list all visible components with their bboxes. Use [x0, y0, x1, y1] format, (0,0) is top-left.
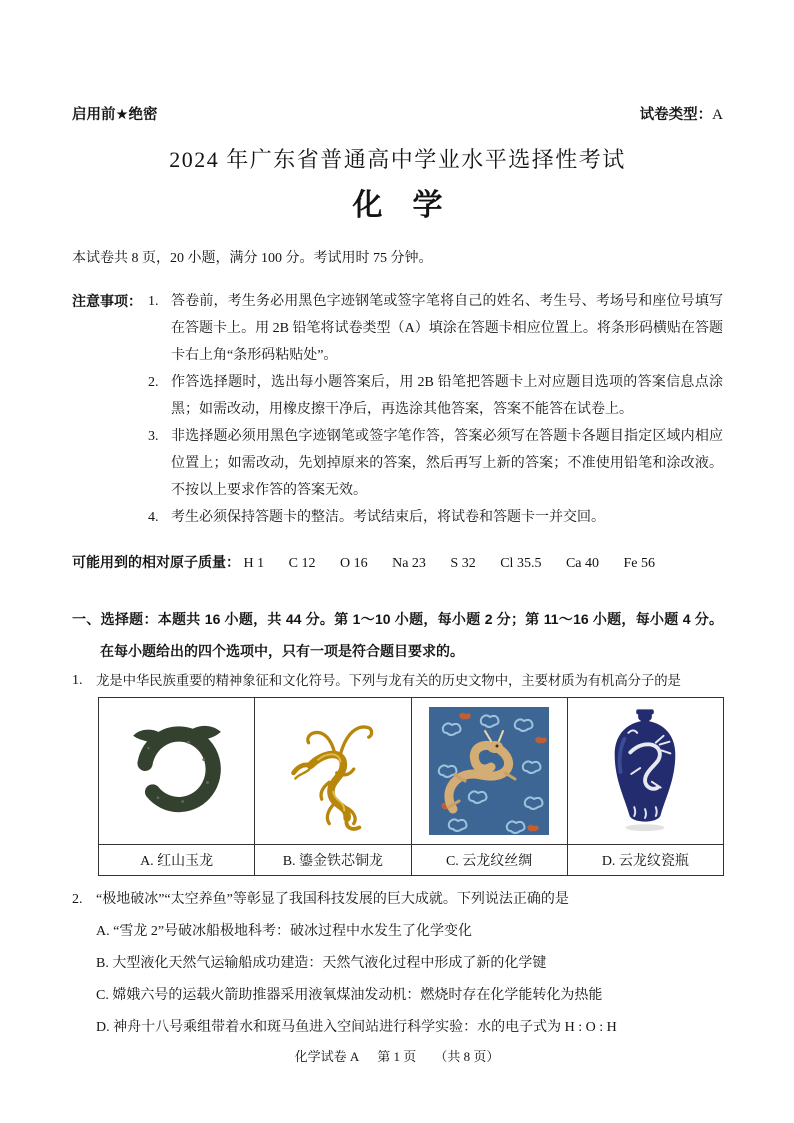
question-1	[72, 671, 723, 691]
artifact-cell-b	[255, 698, 411, 845]
artifact-image-row	[99, 698, 724, 845]
artifact-cell-d	[567, 698, 723, 845]
footer-page-number: 第 1 页	[377, 1049, 417, 1064]
jade-dragon-image	[119, 710, 235, 832]
atomic-mass-value: C 12	[288, 556, 316, 571]
question-number: 1.	[72, 673, 83, 688]
notice-number: 2.	[148, 375, 159, 390]
artifact-caption-row	[99, 845, 724, 876]
question-2-option-c: C. 嫦娥六号的运载火箭助推器采用液氧煤油发动机：燃烧时存在化学能转化为热能	[96, 988, 603, 1003]
porcelain-dragon-vase-image	[601, 707, 689, 835]
atomic-mass-value: H 1	[243, 556, 265, 571]
question-2-option-b: B. 大型液化天然气运输船成功建造：天然气液化过程中形成了新的化学键	[96, 956, 547, 971]
artifact-caption-c: C. 云龙纹丝绸	[411, 845, 567, 876]
notice-item	[148, 288, 723, 369]
question-2	[72, 890, 723, 910]
artifact-cell-a	[99, 698, 255, 845]
section-1-heading: 一、选择题：本题共 16 小题，共 44 分。第 1～10 小题，每小题 2 分；第 11～16 小题，每小题 4 分。在每小题给出的四个选项中，只有一项是符合题目要求的。	[72, 611, 723, 659]
gilt-bronze-dragon-image	[286, 704, 380, 838]
atomic-mass-value: O 16	[339, 556, 368, 571]
question-text: 龙是中华民族重要的精神象征和文化符号。下列与龙有关的历史文物中，主要材质为有机高分子的是	[96, 673, 681, 688]
atomic-mass-value: Na 23	[392, 556, 426, 571]
atomic-mass-value: Fe 56	[623, 556, 656, 571]
artifact-caption-a: A. 红山玉龙	[99, 845, 255, 876]
secrecy-label: 启用前★绝密	[72, 107, 158, 123]
question-2-options	[72, 922, 723, 1038]
exam-title: 2024 年广东省普通高中学业水平选择性考试	[169, 147, 626, 172]
notice-item	[148, 504, 723, 531]
question-2-option-d: D. 神舟十八号乘组带着水和斑马鱼进入空间站进行科学实验：水的电子式为 H : O : H	[96, 1020, 617, 1035]
notice-item	[148, 423, 723, 504]
notices-label: 注意事项：	[72, 293, 142, 309]
footer-paper-name: 化学试卷 A	[294, 1049, 360, 1064]
notice-text: 答卷前，考生务必用黑色字迹钢笔或签字笔将自己的姓名、考生号、考场号和座位号填写在答题卡上。用 2B 铅笔将试卷类型（A）填涂在答题卡相应位置上。将条形码横贴在答题卡右上角“条形码粘贴处”。	[171, 294, 723, 363]
notice-items	[148, 288, 723, 531]
notice-text: 考生必须保持答题卡的整洁。考试结束后，将试卷和答题卡一并交回。	[171, 510, 605, 525]
subject-title: 化 学	[352, 189, 443, 222]
notice-number: 3.	[148, 429, 159, 444]
silk-cloud-dragon-image	[429, 707, 549, 835]
artifact-caption-d: D. 云龙纹瓷瓶	[567, 845, 723, 876]
paper-type-label: 试卷类型：	[639, 107, 713, 123]
question-2-option-a: A. “雪龙 2”号破冰船极地科考：破冰过程中水发生了化学变化	[96, 924, 473, 939]
footer-page-total: （共 8 页）	[434, 1049, 500, 1064]
atomic-mass-label: 可能用到的相对原子质量：	[72, 554, 240, 570]
atomic-mass-value: S 32	[450, 556, 476, 571]
notice-text: 作答选择题时，选出每小题答案后，用 2B 铅笔把答题卡上对应题目选项的答案信息点涂黑；如需改动，用橡皮擦干净后，再选涂其他答案，答案不能答在试卷上。	[171, 375, 723, 417]
page-footer	[0, 1046, 794, 1065]
notices-block	[72, 288, 723, 531]
atomic-mass-value: Ca 40	[565, 556, 600, 571]
question-number: 2.	[72, 892, 83, 907]
notice-number: 4.	[148, 510, 159, 525]
intro-line: 本试卷共 8 页，20 小题，满分 100 分。考试用时 75 分钟。	[72, 251, 433, 266]
page-header	[72, 103, 723, 124]
paper-type	[640, 103, 723, 124]
notice-item	[148, 369, 723, 423]
atomic-mass-value: Cl 35.5	[500, 556, 542, 571]
notice-text: 非选择题必须用黑色字迹钢笔或签字笔作答，答案必须写在答题卡各题目指定区域内相应位置上；如需改动，先划掉原来的答案，然后再写上新的答案；不准使用铅笔和涂改液。不按以上要求作答的答案无效。	[171, 429, 723, 498]
artifact-cell-c	[411, 698, 567, 845]
question-text: “极地破冰”“太空养鱼”等彰显了我国科技发展的巨大成就。下列说法正确的是	[96, 892, 569, 907]
notice-number: 1.	[148, 294, 159, 309]
paper-type-value: A	[712, 107, 723, 123]
artifact-caption-b: B. 鎏金铁芯铜龙	[255, 845, 411, 876]
atomic-mass-line	[72, 551, 723, 575]
artifact-table	[98, 697, 724, 876]
